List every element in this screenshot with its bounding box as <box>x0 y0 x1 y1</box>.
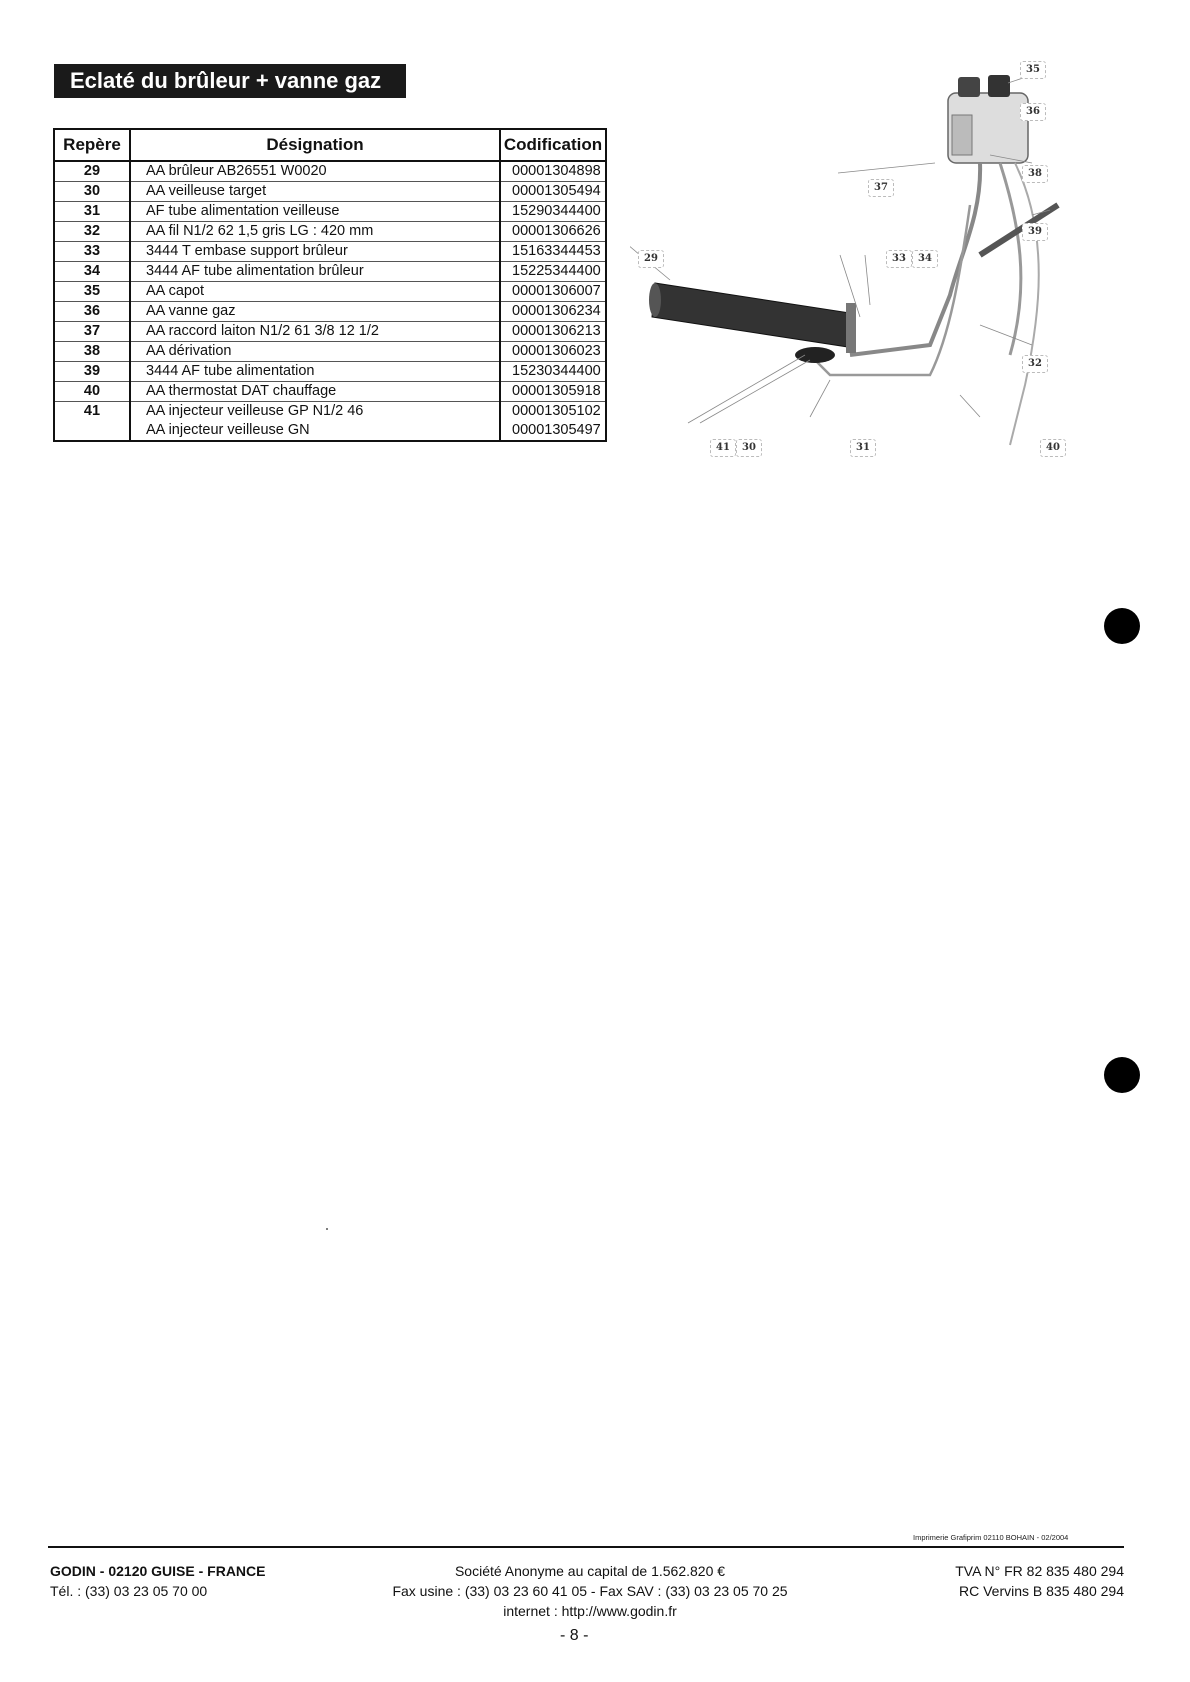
company-address: GODIN - 02120 GUISE - FRANCE <box>50 1563 266 1579</box>
binder-hole-mark <box>1104 1057 1140 1093</box>
company-vat: TVA N° FR 82 835 480 294 <box>955 1563 1124 1579</box>
page-number: - 8 - <box>560 1627 589 1644</box>
footer-center <box>340 1561 840 1621</box>
callout-39: 39 <box>1022 223 1048 241</box>
cell-designation: AA injecteur veilleuse GP N1/2 46 <box>130 402 500 422</box>
parts-table <box>53 128 607 442</box>
cell-repere: 30 <box>54 182 130 202</box>
cell-designation: 3444 T embase support brûleur <box>130 242 500 262</box>
col-header-codification: Codification <box>500 129 606 161</box>
burner-valve-illustration <box>630 55 1130 485</box>
cell-repere: 32 <box>54 222 130 242</box>
table-header-row <box>54 129 606 161</box>
callout-35: 35 <box>1020 61 1046 79</box>
scan-speck <box>326 1228 328 1230</box>
table-row <box>54 242 606 262</box>
cell-designation: 3444 AF tube alimentation <box>130 362 500 382</box>
company-phone: Tél. : (33) 03 23 05 70 00 <box>50 1583 208 1599</box>
cell-codification: 00001305497 <box>512 422 601 438</box>
cell-codification: 00001306213 <box>500 322 606 342</box>
section-title: Eclaté du brûleur + vanne gaz <box>54 64 406 98</box>
cell-repere: 39 <box>54 362 130 382</box>
footer-divider <box>48 1546 1124 1548</box>
footer-right <box>880 1561 1124 1601</box>
company-rc: RC Vervins B 835 480 294 <box>959 1583 1124 1599</box>
binder-hole-mark <box>1104 608 1140 644</box>
cell-designation: AA brûleur AB26551 W0020 <box>130 161 500 182</box>
cell-codification: 00001305918 <box>500 382 606 402</box>
table-row <box>54 182 606 202</box>
cell-designation: AA vanne gaz <box>130 302 500 322</box>
callout-36: 36 <box>1020 103 1046 121</box>
table-row <box>54 322 606 342</box>
exploded-view-diagram <box>630 55 1130 485</box>
cell-designation: 3444 AF tube alimentation brûleur <box>130 262 500 282</box>
cell-repere: 37 <box>54 322 130 342</box>
cell-designation: AA raccord laiton N1/2 61 3/8 12 1/2 <box>130 322 500 342</box>
cell-repere: 36 <box>54 302 130 322</box>
cell-codification: 00001306234 <box>500 302 606 322</box>
cell-codification: 15225344400 <box>500 262 606 282</box>
cell-codification: 15290344400 <box>500 202 606 222</box>
company-fax: Fax usine : (33) 03 23 60 41 05 - Fax SAV : (33) 03 23 05 70 25 <box>392 1583 788 1599</box>
table-row <box>54 222 606 242</box>
cell-repere: 35 <box>54 282 130 302</box>
callout-29: 29 <box>638 250 664 268</box>
table-row <box>54 382 606 402</box>
table-row <box>54 402 606 422</box>
cell-repere: 34 <box>54 262 130 282</box>
callout-34: 34 <box>912 250 938 268</box>
cell-designation: AA injecteur veilleuse GN <box>130 421 500 441</box>
col-header-designation: Désignation <box>130 129 500 161</box>
cell-designation: AA dérivation <box>130 342 500 362</box>
table-row <box>54 362 606 382</box>
table-row <box>54 161 606 182</box>
callout-40: 40 <box>1040 439 1066 457</box>
table-row <box>54 262 606 282</box>
callout-32: 32 <box>1022 355 1048 373</box>
col-header-repere: Repère <box>54 129 130 161</box>
callout-31: 31 <box>850 439 876 457</box>
cell-repere: 31 <box>54 202 130 222</box>
printer-credit: Imprimerie Grafiprim 02110 BOHAIN - 02/2004 <box>913 1533 1069 1542</box>
footer-left <box>50 1561 266 1601</box>
callout-30: 30 <box>736 439 762 457</box>
cell-designation: AA fil N1/2 62 1,5 gris LG : 420 mm <box>130 222 500 242</box>
company-capital: Société Anonyme au capital de 1.562.820 € <box>454 1563 726 1579</box>
cell-repere: 33 <box>54 242 130 262</box>
cell-designation: AA veilleuse target <box>130 182 500 202</box>
table-row <box>54 282 606 302</box>
cell-codification: 15163344453 <box>500 242 606 262</box>
cell-repere: 38 <box>54 342 130 362</box>
callout-37: 37 <box>868 179 894 197</box>
cell-repere: 29 <box>54 161 130 182</box>
cell-codification: 15230344400 <box>500 362 606 382</box>
cell-designation: AA thermostat DAT chauffage <box>130 382 500 402</box>
cell-codification: 00001306023 <box>500 342 606 362</box>
cell-designation: AF tube alimentation veilleuse <box>130 202 500 222</box>
cell-codification: 00001305102 <box>512 403 601 419</box>
table-row <box>54 202 606 222</box>
cell-codification: 00001306626 <box>500 222 606 242</box>
table-row <box>54 342 606 362</box>
callout-41: 41 <box>710 439 736 457</box>
table-row <box>54 302 606 322</box>
cell-designation: AA capot <box>130 282 500 302</box>
callout-33: 33 <box>886 250 912 268</box>
cell-repere: 41 <box>54 402 130 422</box>
table-row <box>54 421 606 441</box>
cell-codification: 00001305494 <box>500 182 606 202</box>
cell-codification: 00001306007 <box>500 282 606 302</box>
callout-38: 38 <box>1022 165 1048 183</box>
cell-codification: 00001304898 <box>500 161 606 182</box>
cell-repere: 40 <box>54 382 130 402</box>
company-website: internet : http://www.godin.fr <box>503 1603 677 1619</box>
cell-repere <box>54 421 130 441</box>
